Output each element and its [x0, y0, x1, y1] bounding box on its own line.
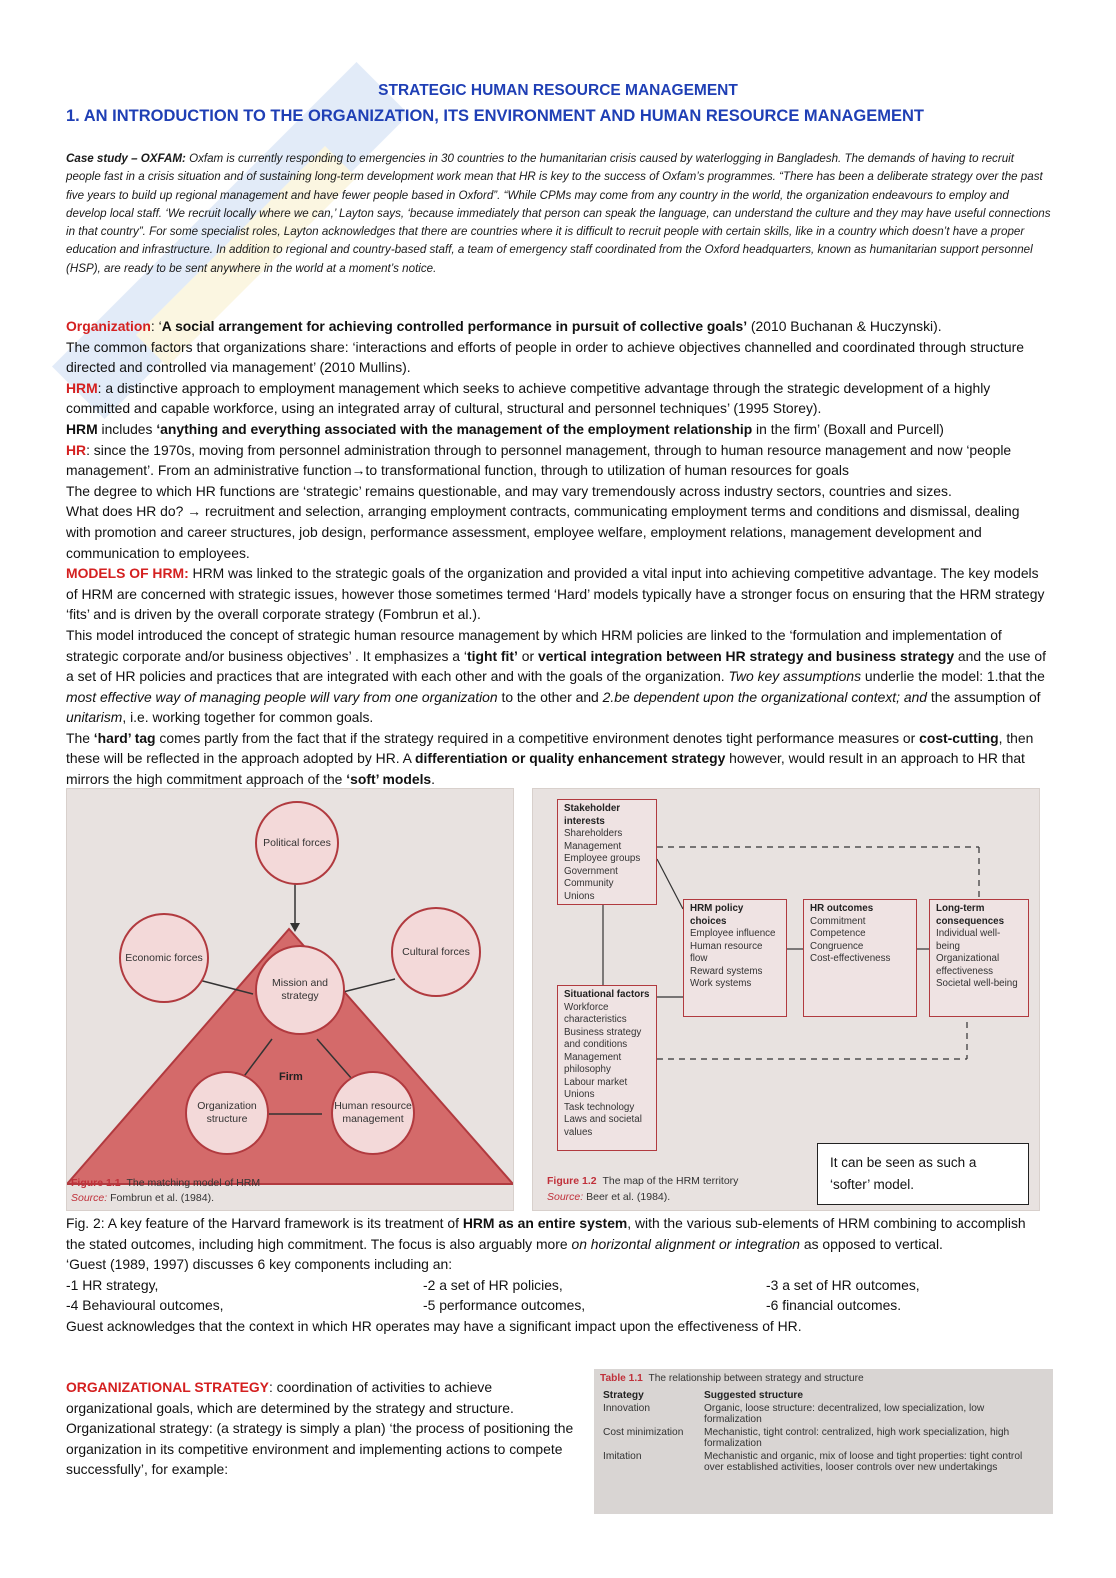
figure2-caption: Figure 1.2 The map of the HRM territory — [547, 1175, 739, 1187]
box-hr-outcomes: HR outcomes Commitment Competence Congruence Cost-effectiveness — [803, 899, 917, 1017]
paragraph-hard-tag: The ‘hard’ tag comes partly from the fact that if the strategy required in a competitive environment denotes tight performance measures or cost-cutting, then these will be reflected in the approach adopted by HR. A differentiation or quality enhancement strategy however, would result in an approach to HR that mirrors the high commitment approach of the ‘soft’ models. — [66, 729, 1034, 788]
figure1-caption: Figure 1.1 The matching model of HRM — [71, 1177, 261, 1189]
circle-organization-structure: Organization structure — [185, 1071, 269, 1155]
box-hrm-policy-choices: HRM policy choices Employee influence Human resource flow Reward systems Work systems — [683, 899, 787, 1017]
table-row: Imitation Mechanistic and organic, mix of loose and tight properties: tight control over established activities, looser controls over new undertakings — [603, 1451, 1023, 1473]
paragraph-guest: ‘Guest (1989, 1997) discusses 6 key components including an: — [66, 1256, 453, 1273]
table-title: Table 1.1 The relationship between strategy and structure — [600, 1373, 864, 1384]
box-situational-factors: Situational factors Workforce characteristics Business strategy and conditions Management philosophy Labour market Unions Task technology Laws and societal values — [557, 985, 657, 1151]
main-body — [66, 316, 1048, 790]
circle-human-resource-management: Human resource management — [331, 1071, 415, 1155]
paragraph-model-intro: This model introduced the concept of strategic human resource management by which HRM policies are linked to the ‘formulation and implementation of strategic corporate and/or business objectives’ . It emphasizes a ‘tight fit’ or vertical integration between HR strategy and business strategy and the use of a set of HR policies and practices that are integrated with each other and with the goals of the organization. Two key assumptions underlie the model: 1.that the most effective way of managing people will vary from one organization to the other and 2.be dependent upon the organizational context; and the assumption of unitarism, i.e. working together for common goals. — [66, 626, 1046, 726]
case-study-text: Oxfam is currently responding to emergencies in 30 countries to the humanitarian crisis caused by waterlogging in Bangladesh. The demands of having to recruit people fast in a crisis situation and of sustaining long-term development work mean that HR is key to the success of Oxfam’s programmes. “There has been a deliberate strategy over the past five years to build up regional management and have fewer people based in Oxford”. “While CPMs may come from any country in the world, the organization endeavours to employ and develop local staff. ‘We recruit locally where we can,’ Layton says, ‘because immediately that person can speak the language, can understand the culture and they may have useful connections in that country”. For some specialist roles, Layton acknowledges that there are countries where it is difficult to recruit people with certain skills, like in a country which doesn’t have a proper education and infrastructure. In addition to regional and country-based staff, a team of emergency staff coordinated from the Oxford headquarters, known as humanitarian support personnel (HSP), are ready to be sent anywhere in the world at a moment’s notice. — [66, 152, 1051, 275]
table-row: Innovation Organic, loose structure: decentralized, low specialization, low formalization — [603, 1403, 985, 1425]
table-strategy-structure — [594, 1369, 1053, 1514]
section-heading: 1. AN INTRODUCTION TO THE ORGANIZATION, ITS ENVIRONMENT AND HUMAN RESOURCE MANAGEMENT — [66, 107, 924, 125]
arrow-stakeholder-policy — [657, 859, 683, 909]
softer-model-note: It can be seen as such a ‘softer’ model. — [817, 1143, 1029, 1205]
paragraph-guest-ack: Guest acknowledges that the context in which HR operates may have a significant impact upon the effectiveness of HR. — [66, 1317, 802, 1334]
components-row-1: -1 HR strategy, -2 a set of HR policies, -3 a set of HR outcomes, — [66, 1276, 920, 1293]
paragraph-common-factors: The common factors that organizations share: ‘interactions and efforts of people in order to achieve objectives channelled and coordinated through structure directed and controlled via management’ (2010 Mullins). — [66, 338, 1024, 376]
paragraph-hrm: HRM: a distinctive approach to employment management which seeks to achieve competitive advantage through the strategic development of a highly committed and capable workforce, using an integrated array of cultural, structural and personnel techniques’ (1995 Storey). — [66, 379, 991, 417]
firm-label: Firm — [279, 1071, 303, 1083]
case-study — [66, 150, 1051, 278]
document-title: STRATEGIC HUMAN RESOURCE MANAGEMENT — [378, 82, 738, 99]
box-stakeholder-interests: Stakeholder interests Shareholders Management Employee groups Government Community Unions — [557, 799, 657, 905]
figure1-source: Source: Fombrun et al. (1984). — [71, 1192, 214, 1204]
organizational-strategy: ORGANIZATIONAL STRATEGY: coordination of activities to achieve organizational goals, which are determined by the strategy and structure. Organizational strategy: (a strategy is simply a plan) ‘the process of positioning the organization in its competitive environment and implementing actions to compete successfully’, for example: — [66, 1377, 581, 1480]
figure-matching-model — [66, 788, 514, 1211]
circle-cultural-forces: Cultural forces — [391, 907, 481, 997]
case-study-label: Case study – OXFAM: — [66, 152, 186, 165]
figure2-source: Source: Beer et al. (1984). — [547, 1191, 671, 1203]
paragraph-fig2: Fig. 2: A key feature of the Harvard framework is its treatment of HRM as an entire system, with the various sub-elements of HRM combining to accomplish the stated outcomes, including high commitment. The focus is also arguably more on horizontal alignment or integration as opposed to vertical. — [66, 1215, 1026, 1252]
components-row-2: -4 Behavioural outcomes, -5 performance outcomes, -6 financial outcomes. — [66, 1297, 902, 1314]
table-header-row: Strategy Suggested structure — [603, 1390, 804, 1401]
circle-mission-strategy: Mission and strategy — [255, 945, 345, 1035]
circle-economic-forces: Economic forces — [119, 913, 209, 1003]
paragraph-what-does-hr-do: What does HR do? → recruitment and selection, arranging employment contracts, communicating employment terms and conditions and dismissal, dealing with promotion and career structures, job design, performance assessment, employee welfare, employment relations, management development and communication to employees. — [66, 503, 1020, 561]
table-row: Cost minimization Mechanistic, tight control: centralized, high work specialization, high formalization — [603, 1427, 1010, 1449]
paragraph-models: MODELS OF HRM: HRM was linked to the strategic goals of the organization and provided a vital input into achieving competitive advantage. The key models of HRM are concerned with strategic issues, however those sometimes termed ‘Hard’ models typically have a stronger focus on ensuring that the HRM strategy ‘fits’ and is driven by the overall corporate strategy (Fombrun et al.). — [66, 565, 1045, 623]
circle-political-forces: Political forces — [255, 801, 339, 885]
paragraph-degree: The degree to which HR functions are ‘strategic’ remains questionable, and may vary tremendously across industry sectors, countries and sizes. — [66, 482, 952, 499]
org-strategy-definition: Organizational strategy: (a strategy is simply a plan) ‘the process of positioning the organization in its competitive environment and implementing actions to compete successfully’, for example: — [66, 1420, 574, 1478]
box-long-term-consequences: Long-term consequences Individual well-being Organizational effectiveness Societal well-being — [929, 899, 1029, 1017]
after-figures-text — [66, 1213, 1048, 1337]
paragraph-hr: HR: since the 1970s, moving from personnel administration through to personnel management, through to human resource management and now ‘people management’. From an administrative function→to transformational function, through to utilization of human resources for goals — [66, 441, 1012, 479]
paragraph-organization: Organization: ‘A social arrangement for achieving controlled performance in pursuit of collective goals’ (2010 Buchanan & Huczynski). — [66, 318, 942, 334]
paragraph-hrm-includes: HRM includes ‘anything and everything associated with the management of the employment relationship in the firm’ (Boxall and Purcell) — [66, 420, 944, 437]
